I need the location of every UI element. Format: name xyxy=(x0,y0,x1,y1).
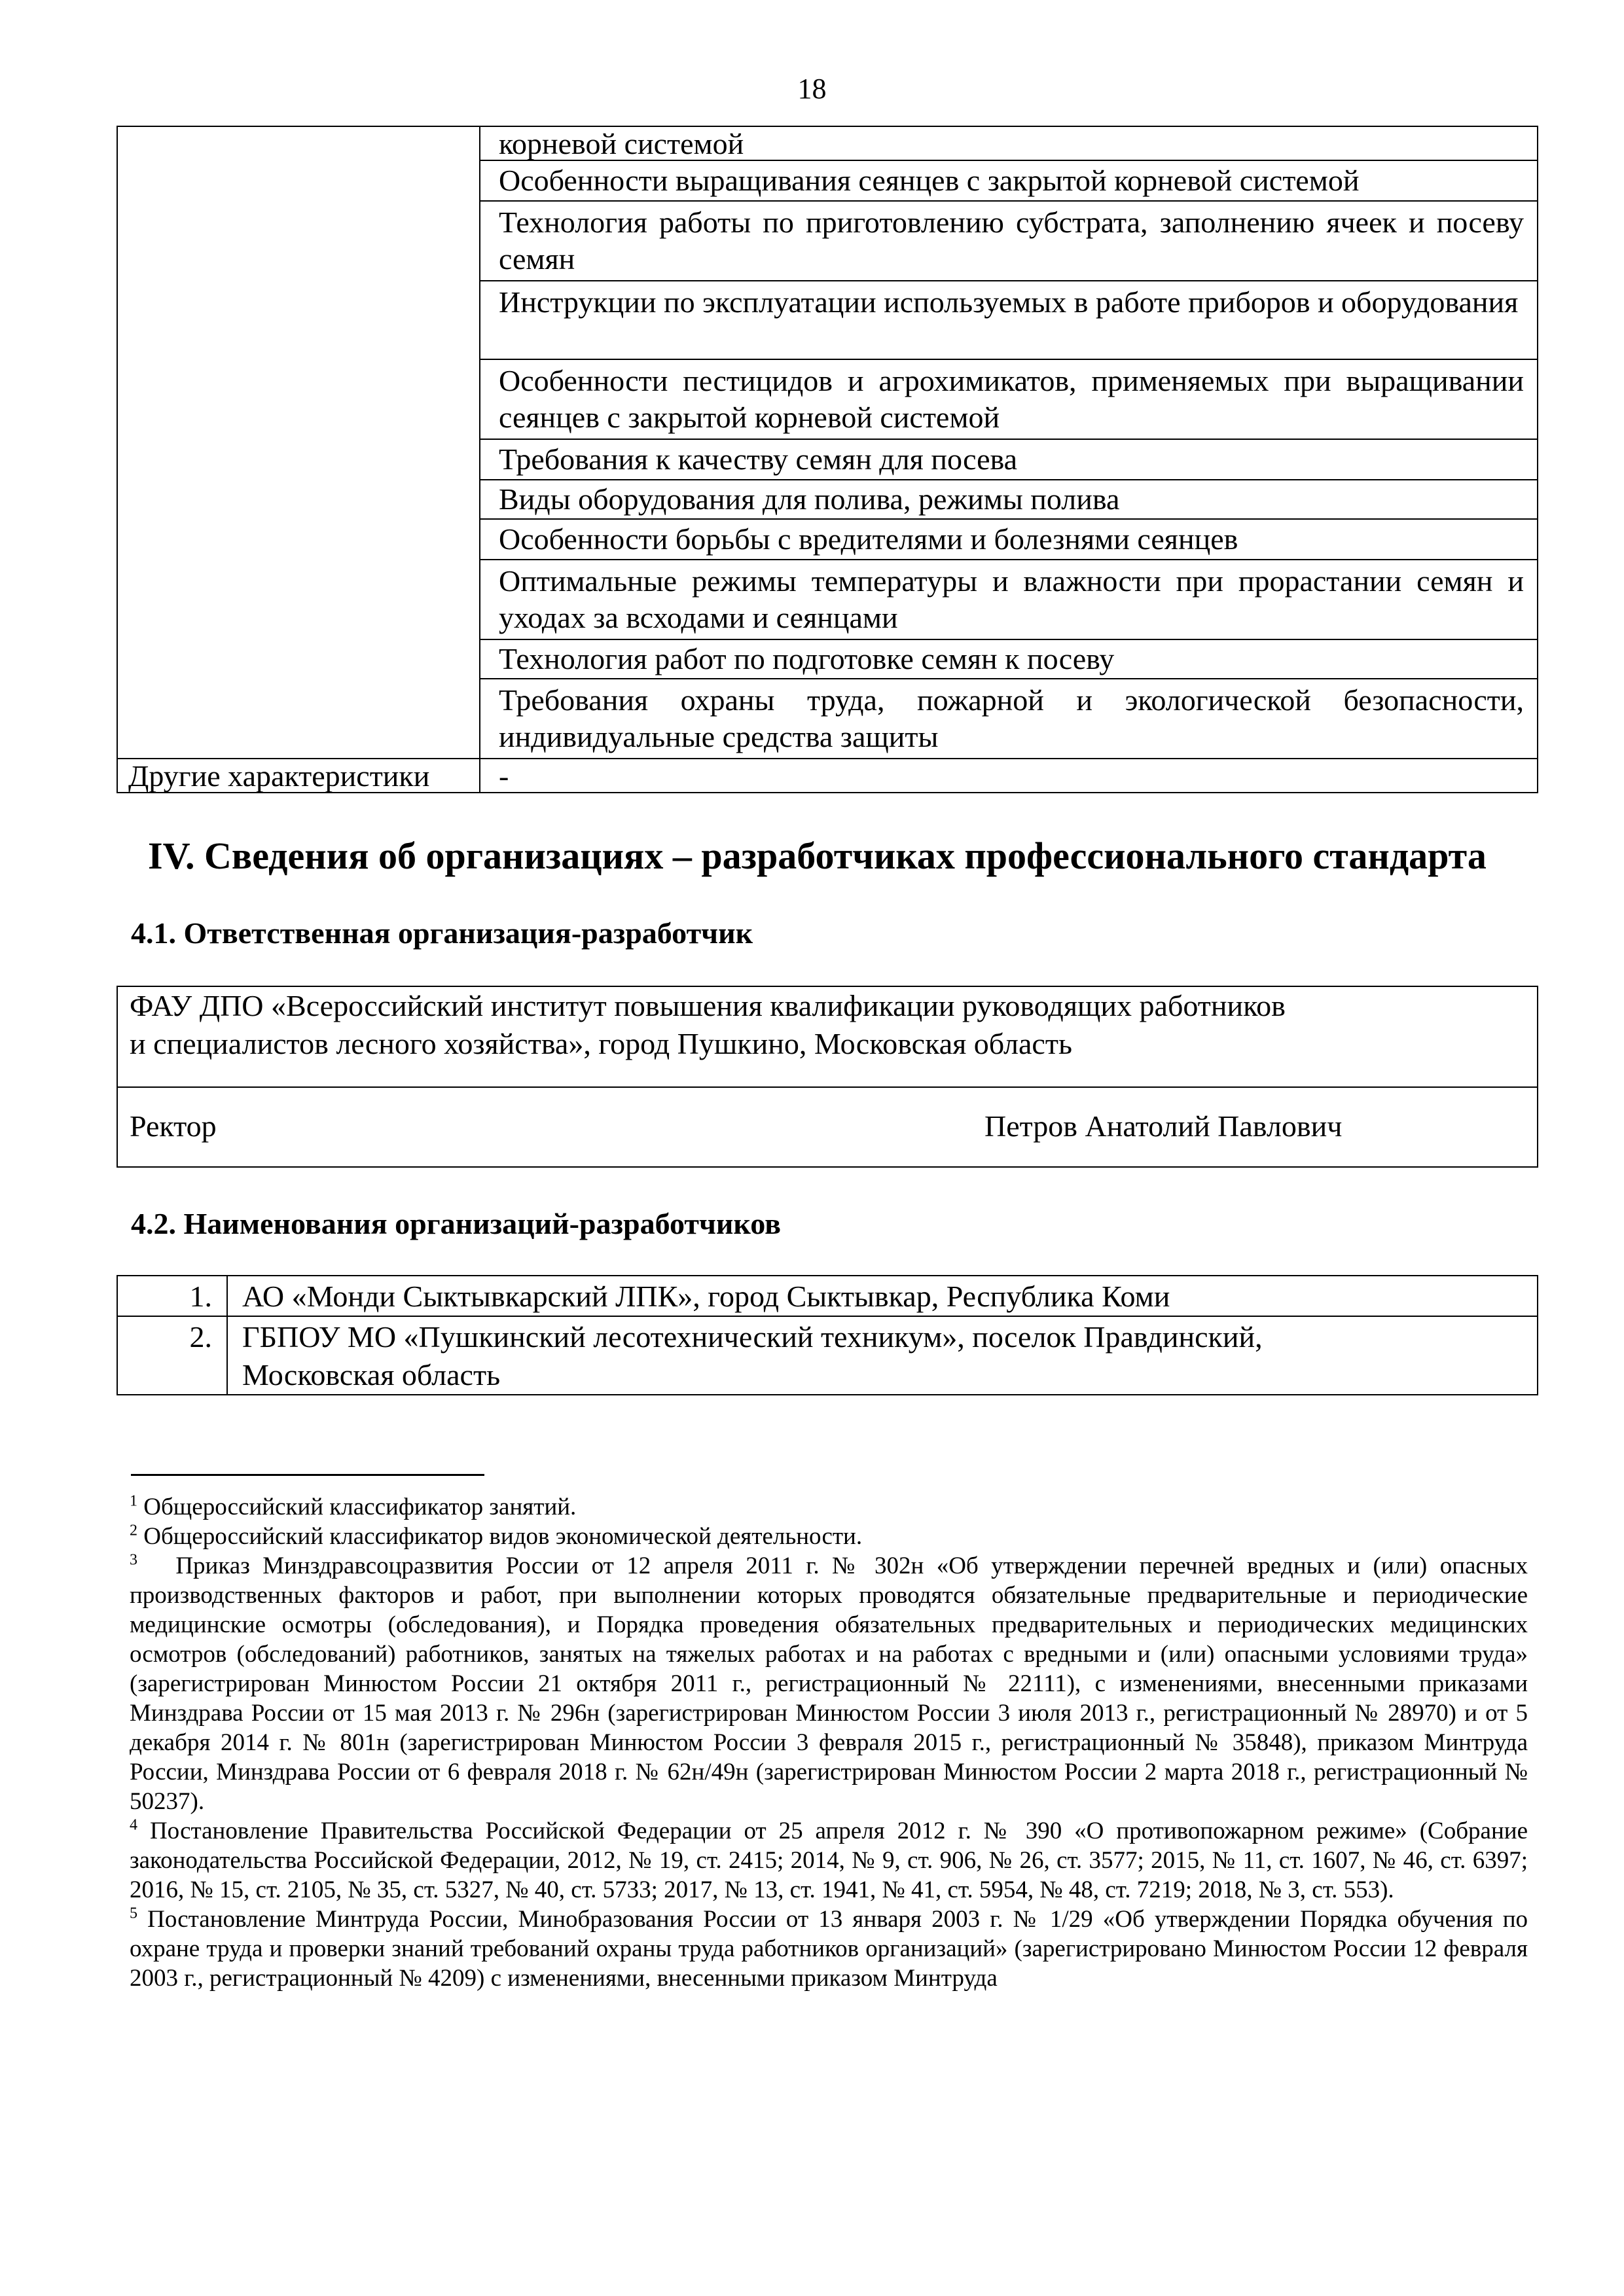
table-row xyxy=(479,161,1538,202)
table-cell: Особенности пестицидов и агрохимикатов, применяемых при выращивании сеянцев с закрытой корневой системой xyxy=(499,364,1524,434)
table-row xyxy=(479,679,1538,759)
footnotes xyxy=(130,1492,1528,1993)
responsible-org-name xyxy=(130,987,1504,1063)
table-cell: Технология работ по подготовке семян к посеву xyxy=(499,642,1115,675)
footnote-text: Постановление Правительства Российской Федерации от 25 апреля 2012 г. № 390 «О противопожарном режиме» (Собрание законодательства Российской Федерации, 2012, № 19, ст. 2415; 2014, № 9, ст. 906, № 26, ст. 3577; 2015, № 11, ст. 1607, № 46, ст. 6397; 2016, № 15, ст. 2105, № 35, ст. 5327, № 40, ст. 5733; 2017, № 13, ст. 1941, № 41, ст. 5954, № 48, ст. 7219; 2018, № 3, ст. 553). xyxy=(130,1818,1528,1903)
table-row xyxy=(479,360,1538,440)
org-box-divider xyxy=(117,1086,1538,1088)
developer-org xyxy=(226,1318,1536,1394)
page-number: 18 xyxy=(797,73,827,105)
table-cell: корневой системой xyxy=(499,127,744,160)
table-row xyxy=(479,560,1538,640)
table-cell: Оптимальные режимы температуры и влажности при прорастании семян и уходах за всходами и сеянцами xyxy=(499,564,1524,634)
person-name: Петров Анатолий Павлович xyxy=(984,1109,1343,1143)
table-row xyxy=(479,127,1538,161)
footnote-text: Постановление Минтруда России, Минобразования России от 13 января 2003 г. № 1/29 «Об утверждении Порядка обучения по охране труда и проверки знаний требований охраны труда работников организаций» (зарегистрировано Минюстом России 12 февраля 2003 г., регистрационный № 4209) с изменениями, внесенными приказом Минтруда xyxy=(130,1906,1528,1992)
developer-org: АО «Монди Сыктывкарский ЛПК», город Сыктывкар, Республика Коми xyxy=(242,1280,1170,1313)
table-cell: Особенности борьбы с вредителями и болезнями сеянцев xyxy=(499,522,1238,556)
table-row xyxy=(479,281,1538,360)
footnote xyxy=(130,1492,1528,1522)
footnote-text: Общероссийский классификатор занятий. xyxy=(143,1494,577,1520)
subsection-title-4-1: 4.1. Ответственная организация-разработчик xyxy=(131,916,753,950)
table-cell: Инструкции по эксплуатации используемых в работе приборов и оборудования xyxy=(499,285,1519,319)
table-cell: Виды оборудования для полива, режимы полива xyxy=(499,482,1120,516)
other-characteristics-value: - xyxy=(499,759,509,793)
footnote xyxy=(130,1816,1528,1905)
table-cell: Технология работы по приготовлению субстрата, заполнению ячеек и посеву семян xyxy=(499,206,1524,276)
subsection-title-4-2: 4.2. Наименования организаций-разработчиков xyxy=(131,1207,781,1240)
table-row xyxy=(479,640,1538,679)
footnote xyxy=(130,1905,1528,1993)
footnote-mark: 2 xyxy=(130,1522,137,1539)
row-number: 1. xyxy=(189,1280,212,1313)
footnote-separator xyxy=(131,1474,484,1476)
footnote-mark: 1 xyxy=(130,1492,137,1510)
section-title: IV. Сведения об организациях – разработчиках профессионального стандарта xyxy=(148,834,1487,877)
footnote-mark: 4 xyxy=(130,1816,137,1834)
footnote-mark: 5 xyxy=(130,1905,137,1922)
org-name-line: и специалистов лесного хозяйства», город Пушкино, Московская область xyxy=(130,1027,1072,1060)
table-row-divider xyxy=(117,1316,1538,1317)
other-characteristics-label: Другие характеристики xyxy=(128,759,430,793)
footnote-text: Общероссийский классификатор видов экономической деятельности. xyxy=(143,1523,863,1550)
table-cell: Требования охраны труда, пожарной и экологической безопасности, индивидуальные средства защиты xyxy=(499,683,1524,753)
footnote xyxy=(130,1522,1528,1551)
table-cell: Требования к качеству семян для посева xyxy=(499,442,1018,476)
row-number: 2. xyxy=(189,1320,212,1354)
footnote-mark: 3 xyxy=(130,1551,137,1569)
org-name-line: ФАУ ДПО «Всероссийский институт повышения квалификации руководящих работников xyxy=(130,989,1286,1022)
footnote xyxy=(130,1551,1528,1816)
developer-org-line: Московская область xyxy=(242,1358,501,1391)
table-row xyxy=(479,440,1538,480)
table-row xyxy=(479,520,1538,560)
footnote-text: Приказ Минздравсоцразвития России от 12 апреля 2011 г. № 302н «Об утверждении перечней вредных и (или) опасных производственных факторов и работ, при выполнении которых проводятся обязательные предварительные и периодические медицинские осмотры (обследования), и Порядка проведения обязательных предварительных и периодических медицинских осмотров (обследований) работников, занятых на тяжелых работах и на работах с вредными и (или) опасными условиями труда» (зарегистрирован Минюстом России 21 октября 2011 г., регистрационный № 22111), с изменениями, внесенными приказами Минздрава России от 15 мая 2013 г. № 296н (зарегистрирован Минюстом России 3 июля 2013 г., регистрационный № 28970) и от 5 декабря 2014 г. № 801н (зарегистрирован Минюстом России 3 февраля 2015 г., регистрационный № 35848), приказом Минтруда России, Минздрава России от 6 февраля 2018 г. № 62н/49н (зарегистрирован Минюстом России 2 марта 2018 г., регистрационный № 50237). xyxy=(130,1552,1528,1815)
table-row xyxy=(479,480,1538,520)
position-title: Ректор xyxy=(130,1109,217,1143)
developer-org-line: ГБПОУ МО «Пушкинский лесотехнический техникум», поселок Правдинский, xyxy=(242,1320,1263,1354)
table-row xyxy=(479,202,1538,281)
table-cell: Особенности выращивания сеянцев с закрытой корневой системой xyxy=(499,164,1360,197)
